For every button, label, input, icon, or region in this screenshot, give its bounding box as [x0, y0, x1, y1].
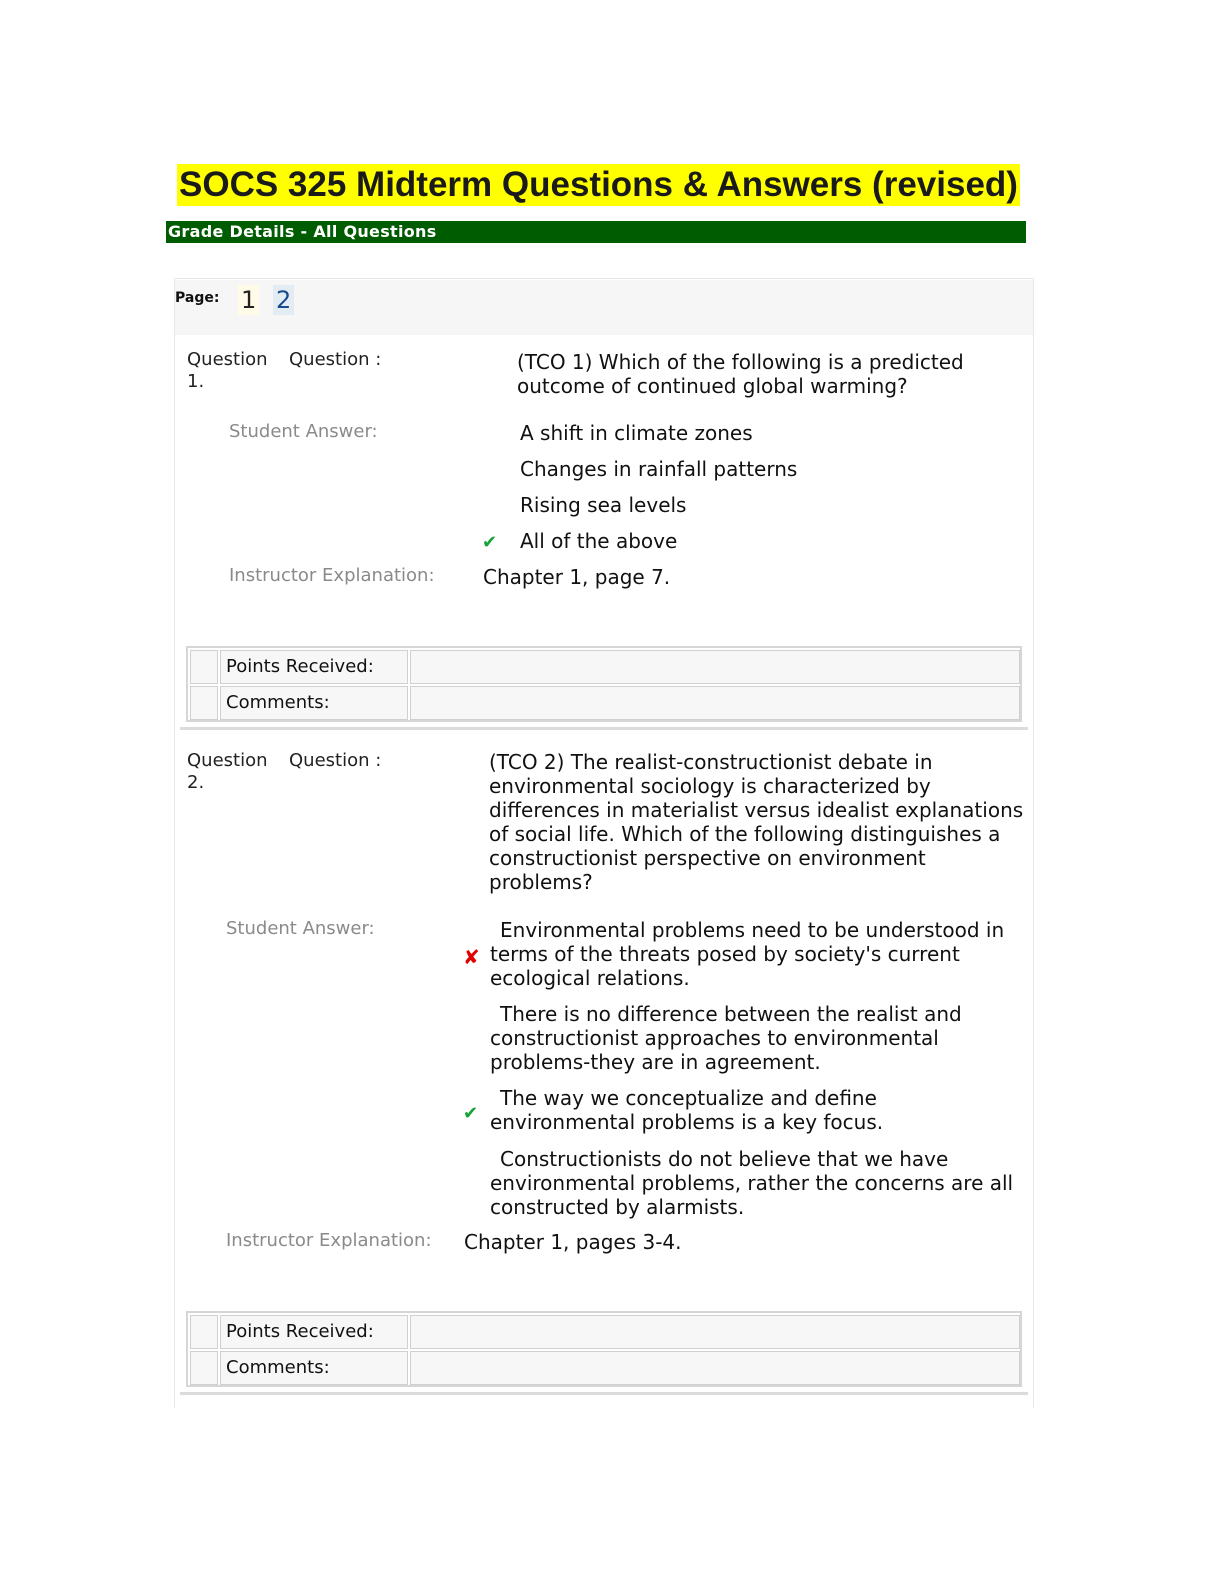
question-2-explanation-label: Instructor Explanation: — [226, 1230, 432, 1251]
check-icon: ✔ — [463, 1103, 479, 1124]
question-1-explanation: Chapter 1, page 7. — [483, 565, 671, 589]
question-2-heading: Question : — [289, 750, 382, 771]
grade-details-header: Grade Details - All Questions — [166, 221, 1026, 243]
question-1-answer-2: Changes in rainfall patterns — [520, 457, 798, 481]
divider — [180, 727, 1028, 730]
points-received-value — [410, 1315, 1020, 1349]
question-1-number: 1. — [187, 371, 205, 392]
check-icon: ✔ — [482, 532, 498, 553]
question-2-answer-3: The way we conceptualize and define environmental problems is a key focus. — [490, 1086, 884, 1134]
page-title: SOCS 325 Midterm Questions & Answers (revised) — [179, 165, 1018, 204]
points-received-label: Points Received: — [220, 650, 408, 684]
comments-value — [410, 686, 1020, 720]
question-1-explanation-label: Instructor Explanation: — [229, 565, 435, 586]
question-2-number: 2. — [187, 772, 205, 793]
points-received-value — [410, 650, 1020, 684]
question-2-answer-1: Environmental problems need to be understood in terms of the threats posed by society's current ecological relations. — [490, 918, 1005, 990]
question-1-text: (TCO 1) Which of the following is a predicted outcome of continued global warming? — [517, 350, 964, 398]
question-2-text: (TCO 2) The realist-constructionist debate in environmental sociology is characterized by differences in materialist versus idealist explanations of social life. Which of the following distinguishes a constructionist perspective on environment problems? — [489, 750, 1024, 894]
points-received-label: Points Received: — [220, 1315, 408, 1349]
question-2-answer-2: There is no difference between the realist and constructionist approaches to environmental problems-they are in agreement. — [490, 1002, 962, 1074]
divider — [180, 1392, 1028, 1395]
points-table-2 — [186, 1311, 1022, 1387]
question-1-answer-1: A shift in climate zones — [520, 421, 753, 445]
question-1-heading: Question : — [289, 349, 382, 370]
question-1-student-answer-label: Student Answer: — [229, 421, 378, 442]
question-1-answer-3: Rising sea levels — [520, 493, 687, 517]
question-1-answer-4: All of the above — [520, 529, 678, 553]
points-table-1 — [186, 646, 1022, 722]
pager-label: Page: — [175, 290, 220, 306]
pager-page-link[interactable]: 2 — [273, 285, 294, 315]
question-1-label: Question — [187, 349, 268, 370]
question-2-explanation: Chapter 1, pages 3-4. — [464, 1230, 682, 1254]
question-2-answer-4: Constructionists do not believe that we have environmental problems, rather the concerns are all constructed by alarmists. — [490, 1147, 1014, 1219]
comments-label: Comments: — [220, 1351, 408, 1385]
comments-label: Comments: — [220, 686, 408, 720]
cross-icon: ✘ — [463, 945, 480, 969]
question-2-label: Question — [187, 750, 268, 771]
comments-value — [410, 1351, 1020, 1385]
pager-current-page: 1 — [238, 285, 259, 315]
question-2-student-answer-label: Student Answer: — [226, 918, 375, 939]
pager-bar — [175, 280, 1033, 335]
